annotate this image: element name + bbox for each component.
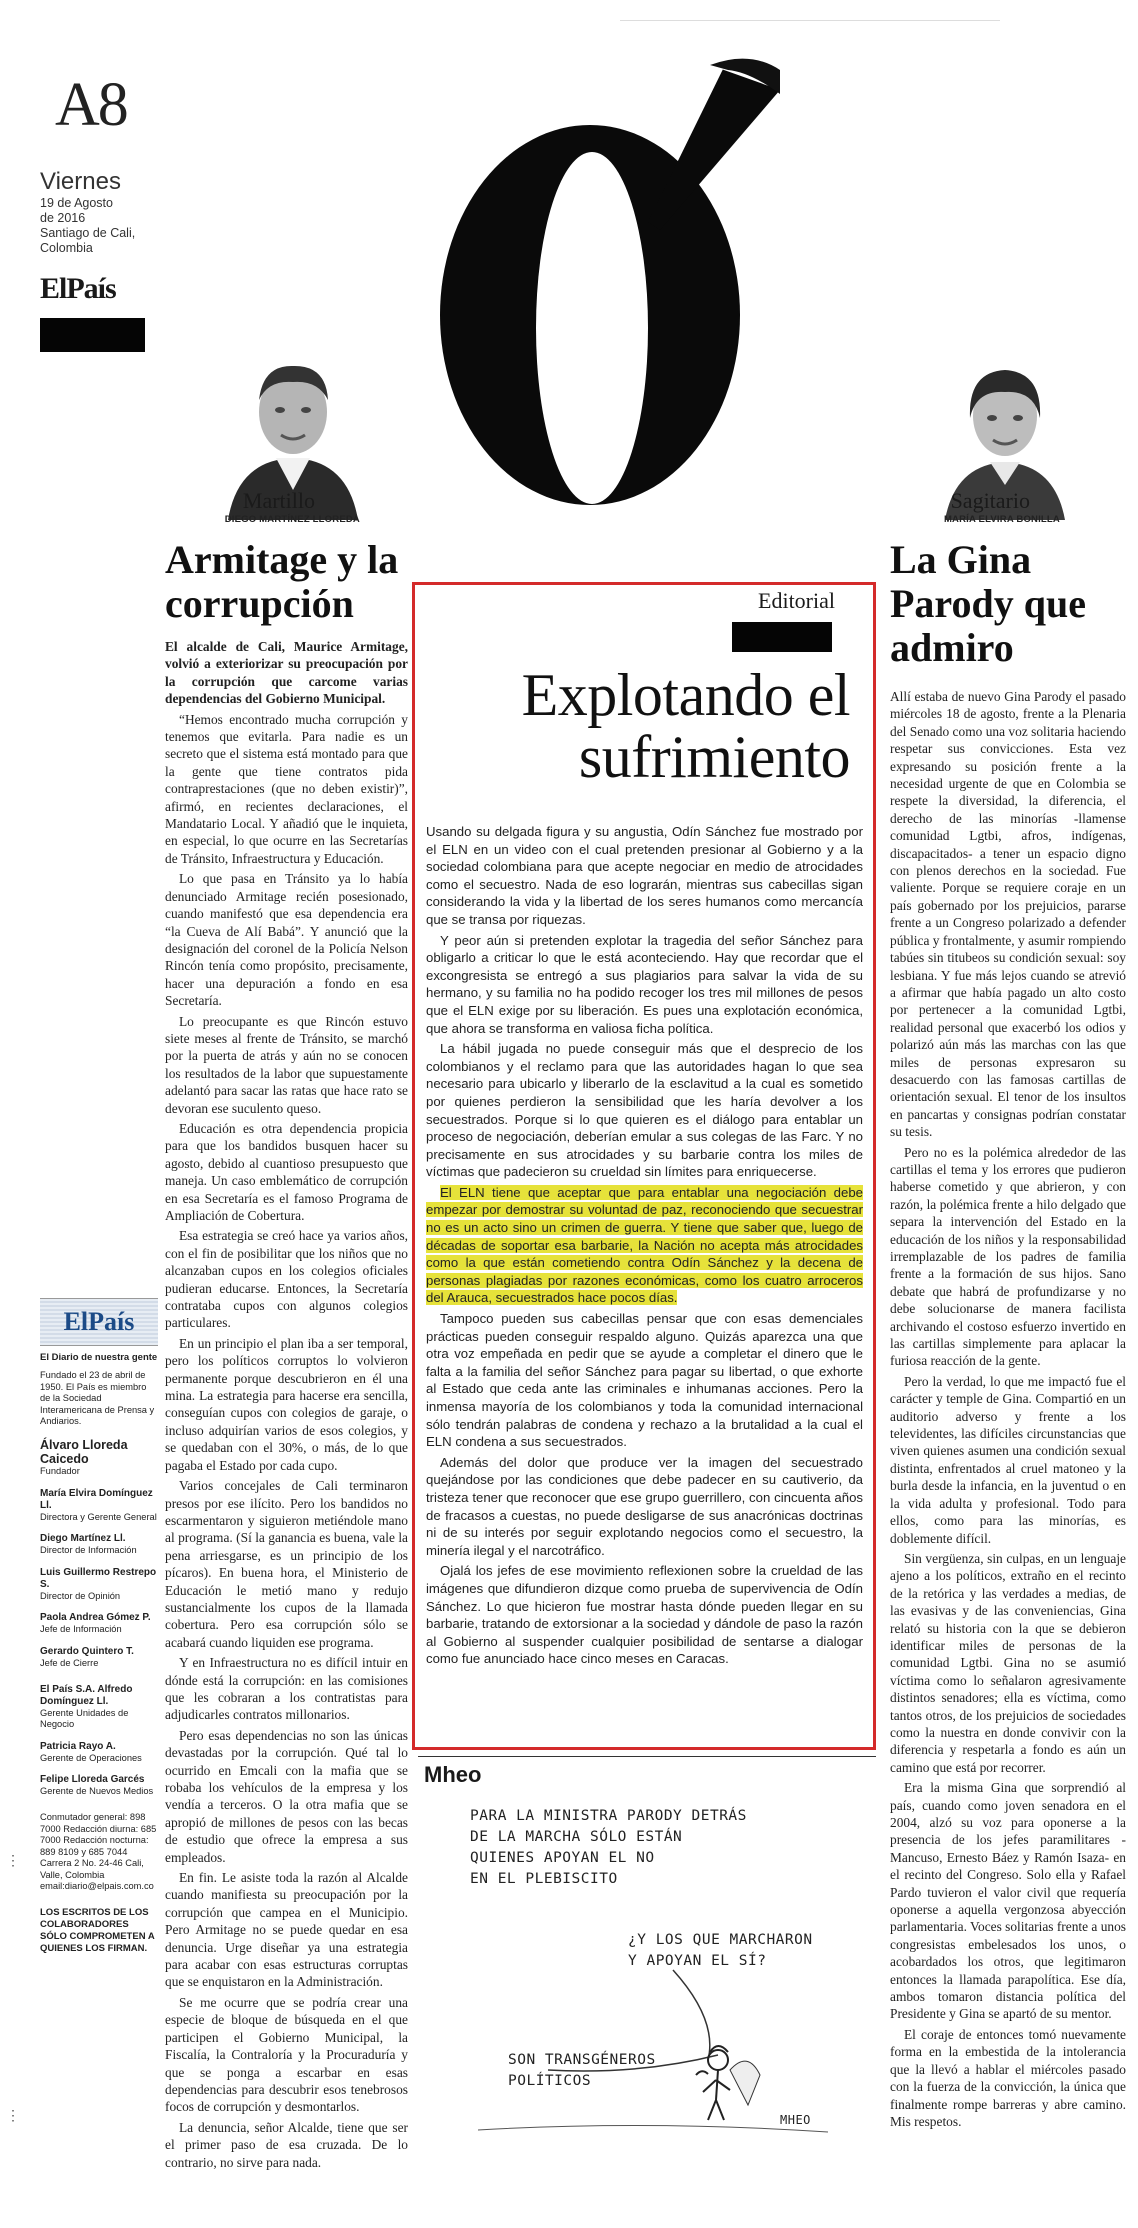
masthead-sidebar	[40, 1298, 158, 1955]
article-paragraph: Allí estaba de nuevo Gina Parody el pasado miércoles 18 de agosto, frente a la Plenaria del Senado como una voz solitaria haciendo respetar sus convicciones. Esta vez expresando su posición frente a la necesidad urgente de que en Colombia se respete la diversidad, la diferencia, el derecho de las minorías -llamense comunidad Lgtbi, afros, indígenas, discapacitados- a tener un espacio digno con plenos derechos en la sociedad. Fue valiente. Porque se requiere coraje en un país gobernado por los prejuicios, pararse frente a un Congreso polarizado a defender pública y frontalmente, y asumir rompiendo tabúes sin titubeos su condición sexual: soy lesbiana. Y fue más lejos cuando se atrevió a afirmar que había pagado un alto costo por pertenecer a la comunidad Lgtbi, realidad personal que exacerbó los odios y polarizó aún más las marchas con las que miles de personas expresaron su desacuerdo con las famosas cartillas de orientación sexual. El tenor de los insultos en pancartas y consignas podrían constatar su tesis.	[890, 689, 1126, 1140]
cartoon-line: Y APOYAN EL SÍ?	[628, 1953, 767, 1969]
editorial-paragraph: Y peor aún si pretenden explotar la tragedia del señor Sánchez para obligarlo a criticar lo que le está aconteciendo. Hay que recordar que el excongresista se entregó a sus plagiarios para salvar la vida de su hermano, y su familia no ha podido recoger los tres mil millones de pesos que el ELN exige por su liberación. Es pues una explotación económica, que ahora se transforma en valiosa ficha política.	[426, 932, 863, 1036]
cartoon-label: Mheo	[424, 1762, 482, 1787]
article-paragraph: En un principio el plan iba a ser temporal, pero los políticos corruptos lo volvieron permanente porque descubrieron en él una mina. La estrategia para hacerse era sencilla, conseguían cupos con colegios de garaje, o incluso adquirían varios de esos colegios, y se quedaban con el 30%, o más, de lo que pagaba el Estado por cada cupo.	[165, 1335, 408, 1473]
staff-role: Director de Opinión	[40, 1590, 121, 1601]
date-day: Viernes	[40, 168, 121, 195]
article-paragraph: Pero esas dependencias no son las únicas devastadas por la corrupción. Qué tal lo ocurrido en Emcali con la mafia que se robaba los vehículos de la empresa y los vendía a terceros. O la otra mafia que se apropió de millones de pesos con las becas de estudio que ofrece la empresa a sus empleados.	[165, 1727, 408, 1865]
editorial-body	[426, 823, 863, 1671]
staff-name: El País S.A. Alfredo Domínguez Ll.	[40, 1683, 133, 1707]
staff-role: Gerente Unidades de Negocio	[40, 1707, 129, 1730]
article-paragraph: El alcalde de Cali, Maurice Armitage, volvió a exteriorizar su preocupación por la corrupción que carcome varias dependencias del Gobierno Municipal.	[165, 639, 408, 707]
founder-role: Fundador	[40, 1465, 80, 1476]
cartoon-signature: MHEO	[780, 2113, 811, 2127]
top-rule	[620, 20, 1000, 21]
staff-name: Luis Guillermo Restrepo S.	[40, 1566, 157, 1590]
article-paragraph: Sin vergüenza, sin culpas, en un lenguaje ajeno a los políticos, extraño en el recinto de la retórica y las verdades a medias, de las evasivas y de las conveniencias, Gina relató su historia con la que se debieron identificar miles de personas de la comunidad Lgtbi. Gina no se asumió víctima como lo señalaron agresivamente distintos senadores; ella es víctima, como tantos otros, de los prejuicios de sociedades como la nuestra en donde convivir con la diferencia y respetarla a fondo es aún un camino que está por recorrer.	[890, 1550, 1126, 1775]
columnist-author: DIEGO MARTÍNEZ LLOREDA	[224, 514, 360, 525]
date-line: de 2016	[40, 211, 86, 225]
staff-name: Paola Andrea Gómez P.	[40, 1612, 151, 1624]
founder-name: Álvaro Lloreda Caicedo	[40, 1437, 128, 1466]
editorial-title-line1: Explotando el	[521, 662, 850, 728]
right-headline: La Gina Parody que admiro	[890, 537, 1086, 670]
date-line: Santiago de Cali,	[40, 226, 136, 240]
staff-name: Diego Martínez Ll.	[40, 1533, 126, 1545]
columnist-name: Martillo	[242, 488, 315, 513]
article-paragraph: Se me ocurre que se podría crear una especie de bloque de búsqueda en el que participen el Gobierno Municipal, la Fiscalía, la Contraloría y la Procuraduría y que se ponga a escarbar en esas dependencias para descubrir esos tenebrosos focos de corrupción y desmontarlos.	[165, 1994, 408, 2115]
editorial-title-line2: sufrimiento	[578, 724, 850, 790]
staff-role: Director de Información	[40, 1545, 137, 1556]
article-paragraph: Educación es otra dependencia propicia para que los bandidos busquen hacer su agosto, debido al cuantioso presupuesto que maneja. Un caso emblemático de corrupción en esa Secretaría es el famoso Programa de Ampliación de Cobertura.	[165, 1120, 408, 1223]
cartoon-line: PARA LA MINISTRA PARODY DETRÁS	[470, 1808, 747, 1824]
staff-role: Jefe de Información	[40, 1624, 122, 1635]
article-paragraph: El coraje de entonces tomó nuevamente forma en la embestida de la intolerancia que la llevó a hablar el miércoles pasado con la fuerza de la convicción, la única que finalmente rompe barreras y abre camino. Mis respetos.	[890, 2026, 1126, 2129]
article-paragraph: Lo que pasa en Tránsito ya lo había denunciado Armitage recién posesionado, cuando manifestó que esa dependencia era “la Cueva de Alí Babá”. Y anunció que la designación del coronel de la Policía Nelson Rincón tenía como propósito, precisamente, hacer una depuración a fondo en esa Secretaría.	[165, 871, 408, 1009]
columnist-author: MARÍA ELVIRA BONILLA	[943, 514, 1060, 525]
date-line: Colombia	[40, 241, 93, 255]
right-article-body	[890, 688, 1126, 2133]
cartoon-line: DE LA MARCHA SÓLO ESTÁN	[470, 1829, 683, 1845]
article-paragraph: Esa estrategia se creó hace ya varios años, con el fin de posibilitar que los niños que no alcanzaban cupos en los colegios oficiales pudieran educarse. Entonces, la Secretaría contrataba cupos con algunos colegios particulares.	[165, 1228, 408, 1331]
article-paragraph: Era la misma Gina que sorprendió al país, cuando como joven senadora en el 2004, alzó su voz para oponerse a la presencia de los jefes paramilitares -Mancuso, Ernesto Báez y Ramón Isaza- en el recinto del Congreso. Solo ella y Rafael Pardo tuvieron el valor civil que requería oponerse a aquella vergonzosa abyección parlamentaria. Voces solitarias frente a unos congresistas embelesados los unos, o acobardados los otros, que legitimaron entonces la llamada parapolítica. Ese día, ambos tomaron distancia política del Presidente y Gina se apartó de su mentor.	[890, 1780, 1126, 2022]
sidebar-logo: ElPaís	[63, 1307, 135, 1336]
date-line: 19 de Agosto	[40, 196, 113, 210]
scan-dots: ⋮	[6, 1853, 20, 1869]
staff-name: Patricia Rayo A.	[40, 1740, 116, 1752]
editorial-highlighted-paragraph: El ELN tiene que aceptar que para entablar una negociación debe empezar por demostrar su voluntad de paz, reconociendo que secuestrar no es un acto sino un crimen de guerra. Y tiene que saber que, luego de décadas de soportar esa barbarie, la Nación no acepta más atrocidades como la que están cometiendo contra Odín Sánchez y la decena de personas plagiadas por razones económicas, como los cuatro arroceros del Arauca, secuestrados hace pocos días.	[426, 1184, 863, 1306]
staff-name: María Elvira Domínguez Ll.	[40, 1487, 153, 1511]
cartoon-line: QUIENES APOYAN EL NO	[470, 1850, 655, 1866]
page-number: A8	[55, 71, 127, 139]
editorial-paragraph: Ojalá los jefes de ese movimiento reflexionen sobre la crueldad de las imágenes que difundieron dizque como prueba de supervivencia de Odín Sánchez. Lo que hicieron fue mostrar hasta dónde pueden llegar en su barbarie, tratando de extorsionar a la sociedad y dándole de paso la razón al Gobierno al suspender cualquier posibilidad de sentarse a dialogar como fue anunciado hace cinco meses en Caracas.	[426, 1563, 863, 1667]
cartoon-caption-1	[470, 1806, 850, 1890]
scan-dots: ⋮	[6, 2108, 20, 2124]
cartoon-line: POLÍTICOS	[508, 2073, 592, 2089]
article-paragraph: Y en Infraestructura no es difícil intuir en dónde está la corrupción: en las comisiones que les cobraran a los contratistas para adjudicarles contratos millonarios.	[165, 1655, 408, 1723]
cartoon-line: SON TRANSGÉNEROS	[508, 2052, 656, 2068]
sidebar-disclaimer: LOS ESCRITOS DE LOS COLABORADORES SÓLO COMPROMETEN A QUIENES LOS FIRMAN.	[40, 1907, 155, 1955]
article-paragraph: Pero no es la polémica alrededor de las cartillas el tema y los errores que pudieron haberse cometido y que abrieron, y con razón, la polémica frente a hilo delgado que separa la intervención del Estado en la educación de los niños y la responsabilidad irremplazable de los padres de familia frente a la formación de sus hijos. Sano debate que habrá de profundizarse y no debe solucionarse de manera facilista archivando el costoso esfuerzo invertido en las cartillas simplemente para aplacar la furiosa reacción de la gente.	[890, 1144, 1126, 1369]
sidebar-founded: Fundado el 23 de abril de 1950. El País es miembro de la Sociedad Interamericana de Prensa y Andiarios.	[40, 1370, 155, 1427]
left-headline: Armitage y la corrupción	[165, 537, 399, 626]
article-paragraph: La denuncia, señor Alcalde, tiene que ser el primer paso de esa cruzada. De lo contrario, no sirve para nada.	[165, 2119, 408, 2170]
article-paragraph: Pero la verdad, lo que me impactó fue el carácter y temple de Gina. Compartió en un auditorio adverso y frente a los televidentes, las difíciles circunstancias que viven quienes asumen una condición sexual distinta, enfrentados al cruel matoneo y la burla desde la infancia, en la juventud o en la vida adulta y profesional. Todo para ellos, como para las minorías, es doblemente difícil.	[890, 1373, 1126, 1546]
sidebar-tagline: El Diario de nuestra gente	[40, 1352, 158, 1363]
redacted-block	[40, 318, 145, 352]
cartoon-line: ¿Y LOS QUE MARCHARON	[628, 1932, 813, 1948]
staff-role: Jefe de Cierre	[40, 1657, 99, 1668]
editorial-paragraph: Además del dolor que produce ver la imagen del secuestrado quejándose por las condiciones que debe padecer en su cautiverio, da tristeza tener que reconocer que ese grupo guerrillero, con cincuenta años de fracasos a cuestas, no puede desligarse de sus anacrónicas doctrinas ni de su interés por seguir explotando negocios como el secuestro, la minería ilegal y el narcotráfico.	[426, 1454, 863, 1558]
article-paragraph: En fin. Le asiste toda la razón al Alcalde cuando manifiesta su preocupación por la corrupción que campea en el Municipio. Pero Armitage no se puede quedar en esa denuncia. Urge diseñar ya una estrategia para acabar con esas estructuras corruptas que se enquistaron en la Administración.	[165, 1870, 408, 1990]
editorial-paragraph: La hábil jugada no puede conseguir más que el desprecio de los colombianos y el reclamo para que las autoridades hagan lo que sea necesario para ubicarlo y liberarlo de la esclavitud a la cual es sometido por quienes perdieron la sensibilidad que les haría devolver a los secuestrados. Porque si lo que quieren es el diálogo para entablar un proceso de negociación, deberían emular a sus colegas de las Farc. Y no precisamente en sus atrocidades y su barbarie contra los miles de víctimas que padecieron su crueldad sin límites para enriquecerse.	[426, 1041, 863, 1180]
sidebar-logo-box	[40, 1298, 158, 1346]
article-paragraph: Varios concejales de Cali terminaron presos por ese ilícito. Pero los bandidos no escarmentaron y siguieron metiéndole mano al programa. (Sí la ganancia es buena, vale la pena arriesgarse, es un principio de los pícaros). En buena hora, el Ministerio de Educación le metió mano y redujo sustancialmente los cupos de la llamada cobertura. Pero esa corrupción sólo se acabará cuando liquiden ese programa.	[165, 1478, 408, 1650]
left-article-body	[165, 638, 408, 2174]
big-o-letter	[410, 30, 780, 530]
staff-role: Directora y Gerente General	[40, 1511, 157, 1522]
editorial-paragraph: Tampoco pueden sus cabecillas pensar que con esas demenciales prácticas pueden conseguir respaldo alguno. Quizás aparezca una que otra voz empeñada en pedir que se ayude a completar el dinero que le falta a la familia del señor Sánchez para pagar su libertad, o que exhorte al Estado que ceda ante las criminales e inhumanas acciones. Pero la inmensa mayoría de los colombianos y toda la comunidad internacional sólo tendrán palabras de condena y rechazo a la brutalidad a la cual el ELN condena a sus secuestrados.	[426, 1311, 863, 1450]
redacted-block	[732, 622, 832, 652]
editorial-paragraph: Usando su delgada figura y su angustia, Odín Sánchez fue mostrado por el ELN en un video con el cual pretenden presionar al Gobierno y a la sociedad colombiana para que acepte negociar en medio de atrocidades como el secuestro. Nada de eso lograrán, mientras sus cabecillas sigan considerando la vida y la libertad de los seres humanos como mercancía que se transa por riquezas.	[426, 824, 863, 927]
newspaper-logo: ElPaís	[40, 272, 116, 305]
sidebar-contact: Conmutador general: 898 7000 Redacción diurna: 685 7000 Redacción nocturna: 889 8109 y 685 7044 Carrera 2 No. 24-46 Cali, Valle, Colombia email:diario@elpais.com.co	[40, 1811, 157, 1892]
staff-role: Gerente de Operaciones	[40, 1752, 142, 1763]
cartoon-rule	[418, 1756, 876, 1757]
editorial-label: Editorial	[758, 588, 835, 613]
staff-name: Gerardo Quintero T.	[40, 1645, 134, 1657]
article-paragraph: “Hemos encontrado mucha corrupción y tenemos que evitarla. Para nadie es un secreto que el sistema está montado para que la gente que tiene contratos pida contraprestaciones (que no deben existir)”, afirmó, en recientes declaraciones, el Mandatario Local. Y añadió que le inquieta, en especial, lo que ocurre en las Secretarías de Tránsito, Infraestructura y Educación.	[165, 711, 408, 866]
cartoon-line: EN EL PLEBISCITO	[470, 1871, 618, 1887]
staff-name: Felipe Lloreda Garcés	[40, 1774, 145, 1786]
article-paragraph: Lo preocupante es que Rincón estuvo siete meses al frente de Tránsito, se marchó por la puerta de atrás y aún no se conocen los resultados de la labor que supuestamente adelantó para sacar las ratas que hace rato se devoran ese suculento queso.	[165, 1013, 408, 1116]
staff-role: Gerente de Nuevos Medios	[40, 1786, 154, 1797]
columnist-name: Sagitario	[950, 488, 1030, 513]
